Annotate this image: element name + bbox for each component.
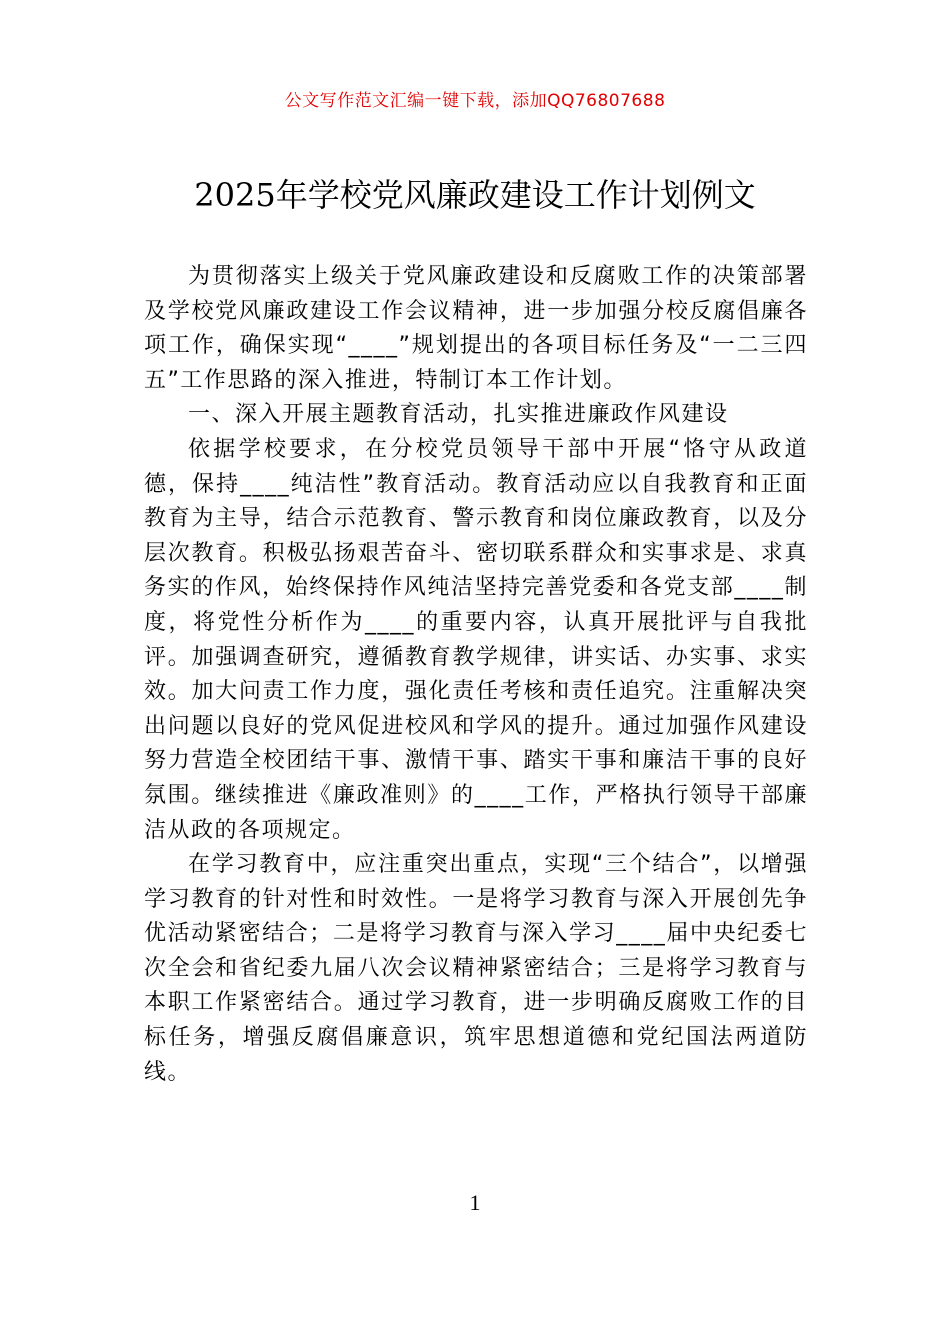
page-number: 1 bbox=[469, 1190, 481, 1215]
section-heading-1: 一、深入开展主题教育活动，扎实推进廉政作风建设 bbox=[188, 402, 729, 428]
header-download-note: 公文写作范文汇编一键下载，添加QQ76807688 bbox=[284, 91, 666, 111]
body-paragraph: 在学习教育中，应注重突出重点，实现“三个结合”，以增强学习教育的针对性和时效性。一是将学习教育与深入开展创先争优活动紧密结合；二是将学习教育与深入学习____届中央纪委七次全会和省纪委九届八次会议精神紧密结合；三是将学习教育与本职工作紧密结合。通过学习教育，进一步明确反腐败工作的目标任务，增强反腐倡廉意识，筑牢思想道德和党纪国法两道防线。 bbox=[144, 852, 808, 1085]
document-body bbox=[144, 260, 808, 1090]
body-paragraph: 依据学校要求，在分校党员领导干部中开展“恪守从政道德，保持____纯洁性”教育活动。教育活动应以自我教育和正面教育为主导，结合示范教育、警示教育和岗位廉政教育，以及分层次教育。积极弘扬艰苦奋斗、密切联系群众和实事求是、求真务实的作风，始终保持作风纯洁坚持完善党委和各党支部____制度，将党性分析作为____的重要内容，认真开展批评与自我批评。加强调查研究，遵循教育教学规律，讲实话、办实事、求实效。加大问责工作力度，强化责任考核和责任追究。注重解决突出问题以良好的党风促进校风和学风的提升。通过加强作风建设努力营造全校团结干事、激情干事、踏实干事和廉洁干事的良好氛围。继续推进《廉政准则》的____工作，严格执行领导干部廉洁从政的各项规定。 bbox=[144, 436, 808, 843]
intro-paragraph: 为贯彻落实上级关于党风廉政建设和反腐败工作的决策部署及学校党风廉政建设工作会议精神，进一步加强分校反腐倡廉各项工作，确保实现“____”规划提出的各项目标任务及“一二三四五”工作思路的深入推进，特制订本工作计划。 bbox=[144, 264, 808, 393]
document-title: 2025年学校党风廉政建设工作计划例文 bbox=[194, 176, 756, 214]
